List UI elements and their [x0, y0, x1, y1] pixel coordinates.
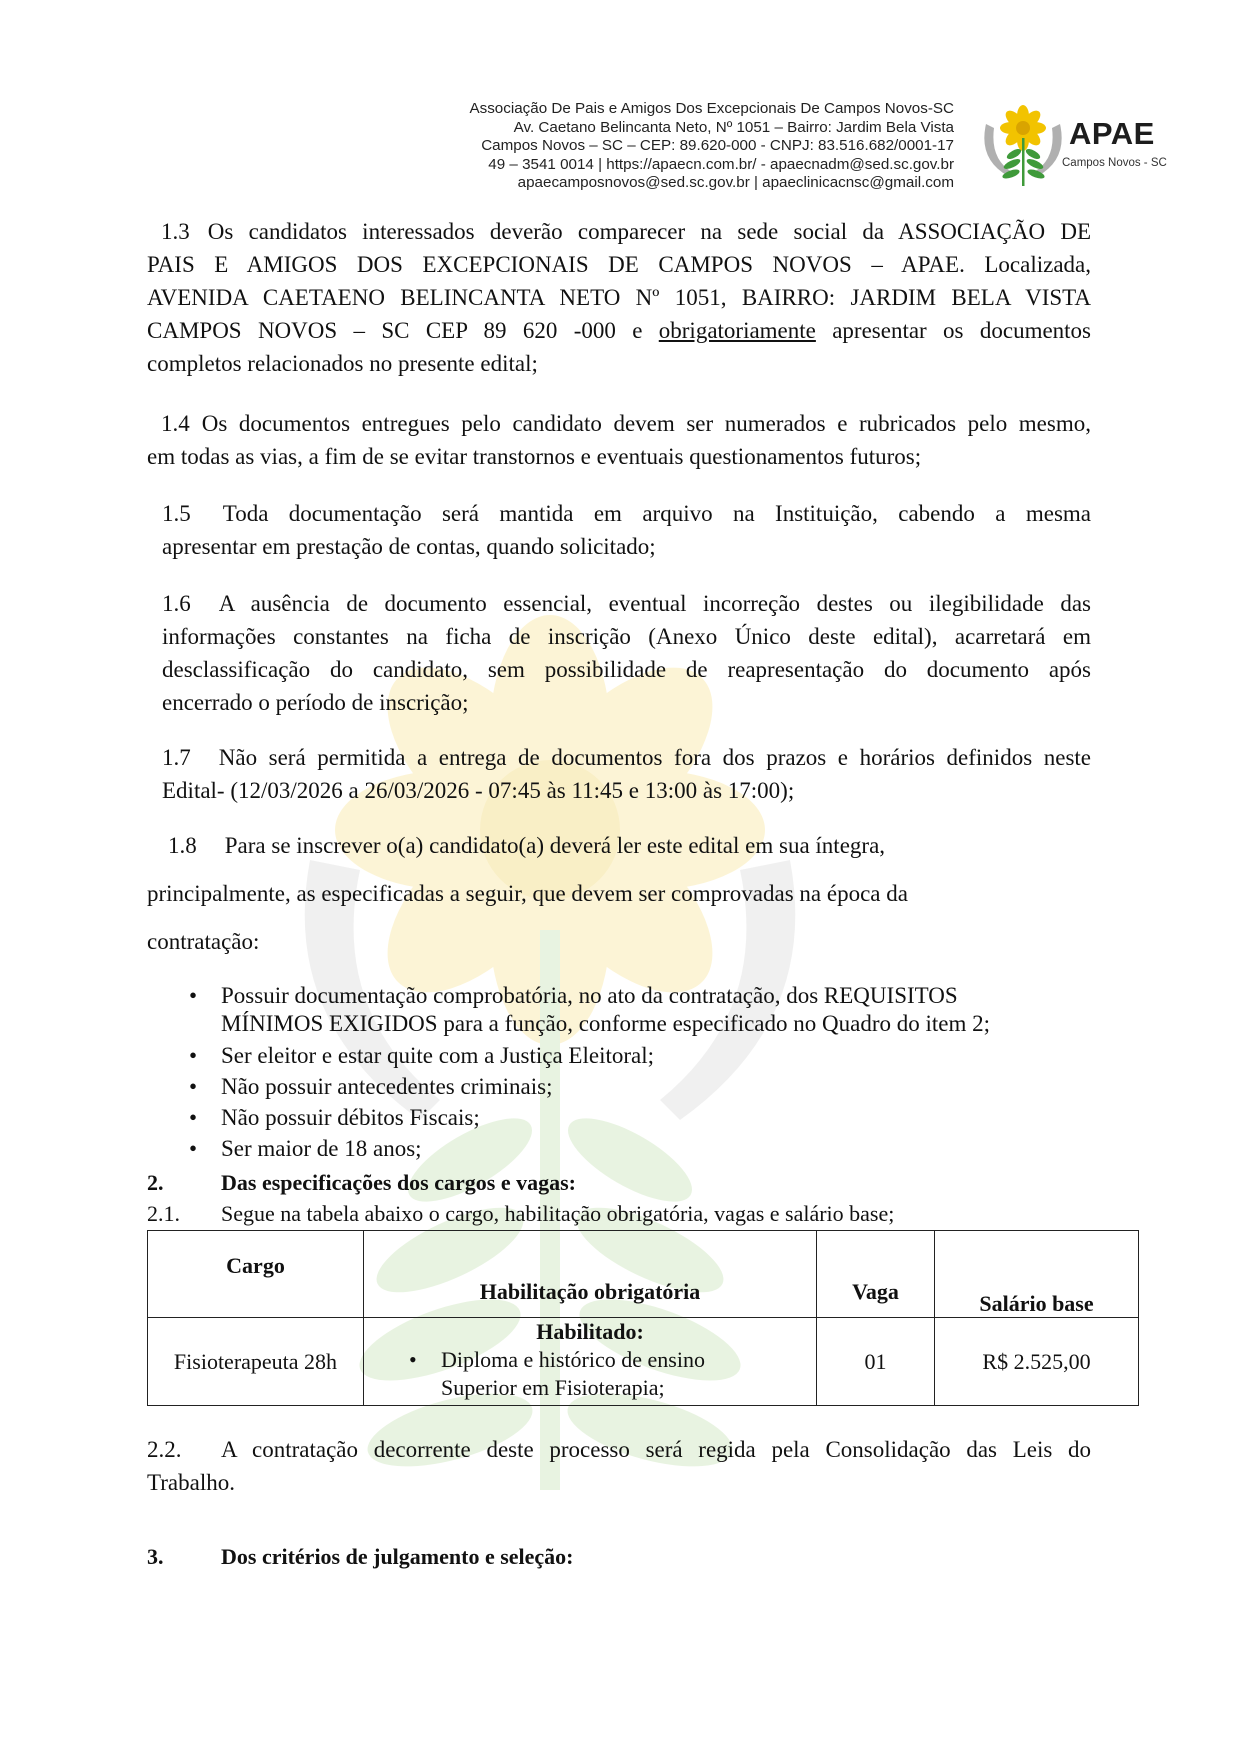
cell-habilitacao [364, 1318, 817, 1406]
item-text-line: contratação: [147, 929, 260, 954]
positions-table [147, 1230, 1139, 1406]
list-item [189, 982, 990, 1038]
institution-header [469, 100, 954, 193]
list-item [189, 1135, 990, 1163]
item-text-line: PAIS E AMIGOS DOS EXCEPCIONAIS DE CAMPOS NOVOS – APAE. Localizada, [147, 252, 1091, 277]
section-2-heading [147, 1170, 576, 1196]
item-1-6 [162, 587, 1091, 719]
item-number: 2.1. [147, 1201, 180, 1226]
list-item-line: MÍNIMOS EXIGIDOS para a função, conforme especificado no Quadro do item 2; [221, 1011, 990, 1036]
item-text-line: apresentar em prestação de contas, quando solicitado; [162, 534, 656, 559]
item-text-line: Toda documentação será mantida em arquivo na Instituição, cabendo a mesma [222, 501, 1091, 526]
header-line: Campos Novos – SC – CEP: 89.620-000 - CNPJ: 83.516.682/0001-17 [481, 137, 954, 155]
item-text-line [147, 314, 1091, 347]
item-text-line: Os documentos entregues pelo candidato devem ser numerados e rubricados pelo mesmo, [201, 411, 1091, 436]
item-number: 1.7 [162, 745, 191, 770]
column-header-salario: Salário base [935, 1231, 1139, 1318]
item-text-line: desclassificação do candidato, sem possibilidade de reapresentação do documento após [162, 657, 1091, 682]
item-number: 2.2. [147, 1437, 182, 1462]
requirements-list [189, 982, 990, 1163]
header-line: 49 – 3541 0014 | https://apaecn.com.br/ - apaecnadm@sed.sc.gov.br [488, 155, 954, 173]
item-number: 1.5 [162, 501, 191, 526]
item-text-line: A contratação decorrente deste processo será regida pela Consolidação das Leis do [221, 1437, 1091, 1462]
table-header-row [148, 1231, 1139, 1318]
table-row [148, 1318, 1139, 1406]
cell-cargo: Fisioterapeuta 28h [148, 1318, 364, 1406]
habilitacao-line: Superior em Fisioterapia; [441, 1375, 665, 1400]
item-text-line: Para se inscrever o(a) candidato(a) deverá ler este edital em sua íntegra, [224, 833, 886, 858]
item-text-line: Trabalho. [147, 1470, 235, 1495]
item-number: 1.8 [168, 833, 197, 858]
habilitacao-title: Habilitado: [536, 1319, 644, 1344]
list-item [189, 1042, 990, 1070]
column-header-habilitacao: Habilitação obrigatória [364, 1231, 817, 1318]
logo-name: APAE [1069, 116, 1155, 151]
header-line: Av. Caetano Belincanta Neto, Nº 1051 – Bairro: Jardim Bela Vista [513, 118, 954, 136]
item-1-3 [147, 215, 1091, 380]
section-number: 3. [147, 1544, 164, 1569]
underlined-word: obrigatoriamente [658, 318, 816, 343]
list-item [189, 1104, 990, 1132]
item-text-line: encerrado o período de inscrição; [162, 690, 469, 715]
list-item [189, 1073, 990, 1101]
cell-vaga: 01 [817, 1318, 935, 1406]
text-segment: CAMPOS NOVOS – SC CEP 89 620 -000 e [147, 318, 659, 343]
item-2-1 [147, 1201, 894, 1227]
item-1-4 [147, 407, 1091, 473]
item-text-line: Edital- (12/03/2026 a 26/03/2026 - 07:45 às 11:45 e 13:00 às 17:00); [162, 778, 795, 803]
habilitacao-line: Diploma e histórico de ensino [441, 1347, 705, 1372]
item-text-line: completos relacionados no presente edital; [147, 351, 538, 376]
column-header-cargo: Cargo [148, 1231, 364, 1318]
item-number: 1.6 [162, 591, 191, 616]
item-number: 1.3 [161, 219, 190, 244]
list-item-line: Não possuir débitos Fiscais; [221, 1105, 480, 1130]
list-item-line: Não possuir antecedentes criminais; [221, 1074, 553, 1099]
item-text-line: Segue na tabela abaixo o cargo, habilitação obrigatória, vagas e salário base; [221, 1201, 895, 1226]
cell-salario: R$ 2.525,00 [935, 1318, 1139, 1406]
list-item-line: Ser eleitor e estar quite com a Justiça Eleitoral; [221, 1043, 655, 1068]
header-line: apaecamposnovos@sed.sc.gov.br | apaeclinicacnsc@gmail.com [517, 174, 954, 192]
item-text-line: Os candidatos interessados deverão comparecer na sede social da ASSOCIAÇÃO DE [207, 219, 1091, 244]
item-text-line: em todas as vias, a fim de se evitar transtornos e eventuais questionamentos futuros; [147, 444, 922, 469]
item-text-line: Não será permitida a entrega de documentos fora dos prazos e horários definidos neste [218, 745, 1091, 770]
item-text-line: A ausência de documento essencial, eventual incorreção destes ou ilegibilidade das [218, 591, 1091, 616]
section-number: 2. [147, 1170, 164, 1195]
item-text-line: principalmente, as especificadas a seguir, que devem ser comprovadas na época da [147, 881, 908, 906]
list-item-line: • Possuir documentação comprobatória, no ato da contratação, dos REQUISITOS [221, 983, 958, 1008]
section-3-heading [147, 1544, 574, 1570]
item-2-2 [147, 1433, 1091, 1499]
list-item-line: Ser maior de 18 anos; [221, 1136, 422, 1161]
item-1-7 [162, 741, 1091, 807]
header-line: Associação De Pais e Amigos Dos Excepcionais De Campos Novos-SC [469, 100, 954, 117]
section-title: Das especificações dos cargos e vagas: [221, 1170, 576, 1195]
habilitacao-bullet [364, 1346, 816, 1402]
item-number: 1.4 [161, 411, 190, 436]
column-header-vaga: Vaga [817, 1231, 935, 1318]
item-text-line: informações constantes na ficha de inscrição (Anexo Único deste edital), acarretará em [162, 624, 1091, 649]
section-title: Dos critérios de julgamento e seleção: [221, 1544, 574, 1569]
bullet-icon: • [409, 1347, 417, 1372]
item-text-line: AVENIDA CAETAENO BELINCANTA NETO Nº 1051, BAIRRO: JARDIM BELA VISTA [147, 285, 1091, 310]
logo-subtitle: Campos Novos - SC [1062, 157, 1167, 169]
item-1-8 [168, 829, 1098, 862]
text-segment: apresentar os documentos [815, 318, 1092, 343]
item-1-5 [162, 497, 1091, 563]
